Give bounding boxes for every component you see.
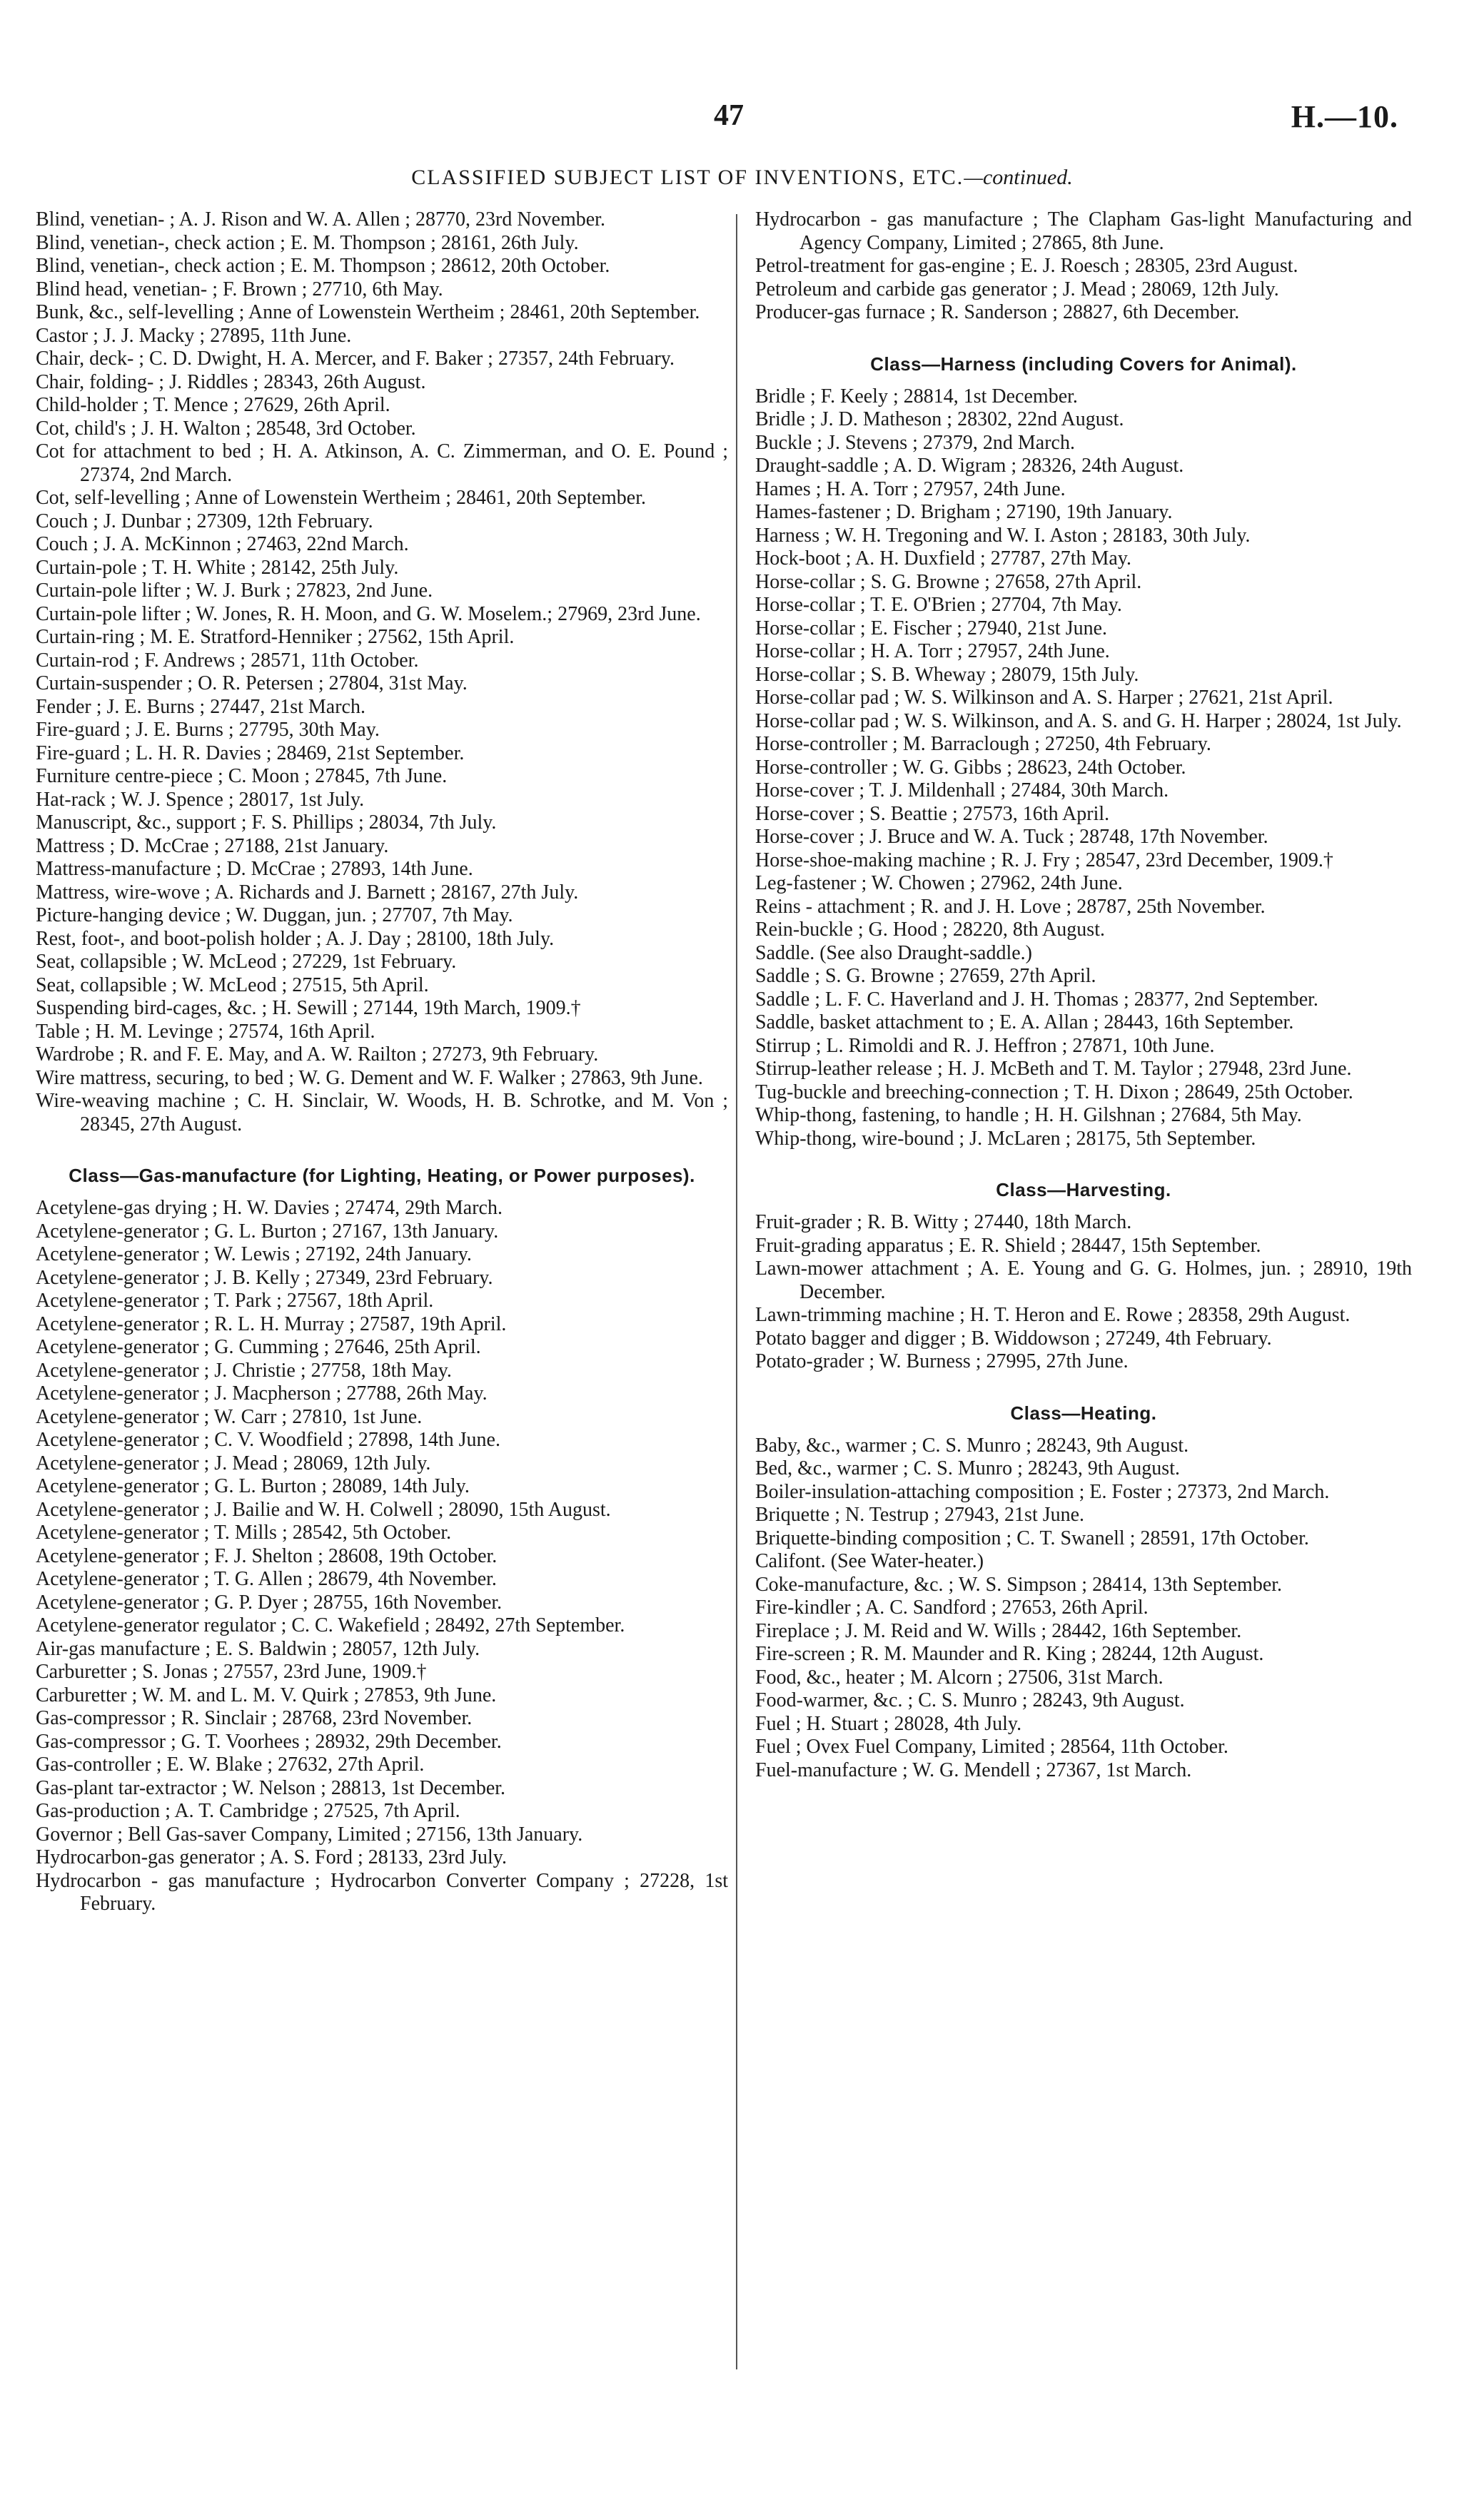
list-entry: Curtain-pole lifter ; W. Jones, R. H. Moon, and G. W. Moselem.; 27969, 23rd June. <box>36 602 701 625</box>
list-entry: Horse-collar ; S. B. Wheway ; 28079, 15th July. <box>755 663 1139 686</box>
list-entry: Potato bagger and digger ; B. Widdowson ; 27249, 4th February. <box>755 1327 1272 1350</box>
list-entry: Picture-hanging device ; W. Duggan, jun. ; 27707, 7th May. <box>36 904 513 926</box>
list-entry: Fruit-grader ; R. B. Witty ; 27440, 18th March. <box>755 1211 1132 1233</box>
document-code: H.—10. <box>1291 99 1398 134</box>
gas-entries <box>36 1197 728 1916</box>
list-entry: Horse-cover ; J. Bruce and W. A. Tuck ; 28748, 17th November. <box>755 826 1268 848</box>
list-entry: Buckle ; J. Stevens ; 27379, 2nd March. <box>755 431 1075 454</box>
list-entry: Wardrobe ; R. and F. E. May, and A. W. Railton ; 27273, 9th February. <box>36 1043 599 1066</box>
list-entry: Hames ; H. A. Torr ; 27957, 24th June. <box>755 477 1066 500</box>
list-entry: Stirrup-leather release ; H. J. McBeth and T. M. Taylor ; 27948, 23rd June. <box>755 1058 1352 1080</box>
list-entry: Seat, collapsible ; W. McLeod ; 27515, 5th April. <box>36 973 429 996</box>
list-entry: Governor ; Bell Gas-saver Company, Limited ; 27156, 13th January. <box>36 1823 583 1846</box>
list-entry: Acetylene-generator ; J. Macpherson ; 27788, 26th May. <box>36 1382 488 1405</box>
list-entry: Boiler-insulation-attaching composition ; E. Foster ; 27373, 2nd March. <box>755 1480 1330 1503</box>
list-entry: Horse-cover ; T. J. Mildenhall ; 27484, 30th March. <box>755 779 1169 801</box>
list-entry: Acetylene-generator ; G. P. Dyer ; 28755, 16th November. <box>36 1591 503 1614</box>
list-entry: Whip-thong, fastening, to handle ; H. H. Gilshnan ; 27684, 5th May. <box>755 1104 1302 1126</box>
list-entry: Producer-gas furnace ; R. Sanderson ; 28827, 6th December. <box>755 301 1240 323</box>
list-entry: Acetylene-generator ; W. Carr ; 27810, 1st June. <box>36 1405 423 1428</box>
list-entry: Hydrocarbon - gas manufacture ; Hydrocarbon Converter Company ; 27228, 1st February. <box>36 1869 728 1915</box>
running-title-suffix: —continued. <box>964 166 1073 189</box>
list-entry: Curtain-ring ; M. E. Stratford-Henniker ; 27562, 15th April. <box>36 626 515 648</box>
list-entry: Acetylene-generator ; J. B. Kelly ; 27349, 23rd February. <box>36 1266 493 1289</box>
list-entry: Gas-controller ; E. W. Blake ; 27632, 27th April. <box>36 1754 425 1776</box>
heating-entries <box>755 1434 1412 1783</box>
list-entry: Fuel-manufacture ; W. G. Mendell ; 27367, 1st March. <box>755 1759 1192 1781</box>
list-entry: Curtain-suspender ; O. R. Petersen ; 27804, 31st May. <box>36 672 468 694</box>
list-entry: Seat, collapsible ; W. McLeod ; 27229, 1st February. <box>36 951 457 973</box>
list-entry: Curtain-pole lifter ; W. J. Burk ; 27823, 2nd June. <box>36 580 433 602</box>
list-entry: Draught-saddle ; A. D. Wigram ; 28326, 24th August. <box>755 455 1184 477</box>
right-top-entries <box>755 208 1412 325</box>
list-entry: Acetylene-generator ; G. L. Burton ; 27167, 13th January. <box>36 1220 499 1243</box>
list-entry: Acetylene-generator ; W. Lewis ; 27192, 24th January. <box>36 1243 472 1265</box>
list-entry: Acetylene-generator ; C. V. Woodfield ; 27898, 14th June. <box>36 1429 500 1451</box>
list-entry: Acetylene-generator ; J. Christie ; 27758, 18th May. <box>36 1359 452 1382</box>
list-entry: Lawn-mower attachment ; A. E. Young and G. G. Holmes, jun. ; 28910, 19th December. <box>755 1258 1412 1303</box>
list-entry: Briquette-binding composition ; C. T. Swanell ; 28591, 17th October. <box>755 1527 1309 1549</box>
list-entry: Carburetter ; W. M. and L. M. V. Quirk ; 27853, 9th June. <box>36 1684 497 1706</box>
list-entry: Saddle. (See also Draught-saddle.) <box>755 941 1032 964</box>
list-entry: Fruit-grading apparatus ; E. R. Shield ; 28447, 15th September. <box>755 1234 1261 1257</box>
list-entry: Acetylene-generator ; T. G. Allen ; 28679, 4th November. <box>36 1568 497 1590</box>
list-entry: Gas-plant tar-extractor ; W. Nelson ; 28813, 1st December. <box>36 1776 506 1799</box>
list-entry: Lawn-trimming machine ; H. T. Heron and E. Rowe ; 28358, 29th August. <box>755 1304 1351 1326</box>
list-entry: Bridle ; J. D. Matheson ; 28302, 22nd August. <box>755 408 1124 430</box>
running-title-text: CLASSIFIED SUBJECT LIST OF INVENTIONS, ETC. <box>411 166 964 189</box>
list-entry: Saddle, basket attachment to ; E. A. Allan ; 28443, 16th September. <box>755 1011 1294 1033</box>
list-entry: Fire-screen ; R. M. Maunder and R. King ; 28244, 12th August. <box>755 1643 1264 1665</box>
list-entry: Petrol-treatment for gas-engine ; E. J. Roesch ; 28305, 23rd August. <box>755 255 1298 277</box>
list-entry: Fender ; J. E. Burns ; 27447, 21st March. <box>36 695 365 718</box>
list-entry: Food-warmer, &c. ; C. S. Munro ; 28243, 9th August. <box>755 1689 1185 1711</box>
list-entry: Whip-thong, wire-bound ; J. McLaren ; 28175, 5th September. <box>755 1127 1256 1150</box>
list-entry: Leg-fastener ; W. Chowen ; 27962, 24th June. <box>755 872 1123 894</box>
list-entry: Hames-fastener ; D. Brigham ; 27190, 19th January. <box>755 501 1173 523</box>
harness-entries <box>755 385 1412 1151</box>
right-column <box>755 208 1412 1782</box>
list-entry: Blind, venetian-, check action ; E. M. Thompson ; 28161, 26th July. <box>36 231 579 254</box>
list-entry: Acetylene-generator regulator ; C. C. Wakefield ; 28492, 27th September. <box>36 1614 625 1636</box>
list-entry: Bridle ; F. Keely ; 28814, 1st December. <box>755 385 1078 408</box>
section-heading-heating: Class—Heating. <box>1010 1402 1157 1424</box>
list-entry: Suspending bird-cages, &c. ; H. Sewill ; 27144, 19th March, 1909.† <box>36 997 581 1019</box>
list-entry: Acetylene-generator ; G. L. Burton ; 28089, 14th July. <box>36 1475 470 1497</box>
list-entry: Acetylene-generator ; T. Mills ; 28542, 5th October. <box>36 1522 452 1544</box>
list-entry: Food, &c., heater ; M. Alcorn ; 27506, 31st March. <box>755 1666 1164 1689</box>
list-entry: Acetylene-generator ; T. Park ; 27567, 18th April. <box>36 1290 434 1312</box>
list-entry: Cot, child's ; J. H. Walton ; 28548, 3rd October. <box>36 417 416 440</box>
list-entry: Baby, &c., warmer ; C. S. Munro ; 28243, 9th August. <box>755 1434 1189 1457</box>
list-entry: Tug-buckle and breeching-connection ; T. H. Dixon ; 28649, 25th October. <box>755 1081 1353 1103</box>
list-entry: Cot, self-levelling ; Anne of Lowenstein Wertheim ; 28461, 20th September. <box>36 487 646 509</box>
list-entry: Wire-weaving machine ; C. H. Sinclair, W. Woods, H. B. Schrotke, and M. Von ; 28345, 27th August. <box>36 1090 728 1135</box>
list-entry: Blind, venetian- ; A. J. Rison and W. A. Allen ; 28770, 23rd November. <box>36 208 605 231</box>
list-entry: Air-gas manufacture ; E. S. Baldwin ; 28057, 12th July. <box>36 1637 480 1660</box>
list-entry: Hat-rack ; W. J. Spence ; 28017, 1st July. <box>36 788 365 811</box>
list-entry: Horse-controller ; W. G. Gibbs ; 28623, 24th October. <box>755 756 1186 779</box>
list-entry: Carburetter ; S. Jonas ; 27557, 23rd June, 1909.† <box>36 1661 427 1683</box>
list-entry: Briquette ; N. Testrup ; 27943, 21st June. <box>755 1504 1085 1526</box>
list-entry: Mattress-manufacture ; D. McCrae ; 27893, 14th June. <box>36 858 473 880</box>
list-entry: Mattress ; D. McCrae ; 27188, 21st January. <box>36 834 389 857</box>
list-entry: Acetylene-generator ; G. Cumming ; 27646, 25th April. <box>36 1336 481 1358</box>
list-entry: Fire-guard ; L. H. R. Davies ; 28469, 21st September. <box>36 742 465 764</box>
list-entry: Hock-boot ; A. H. Duxfield ; 27787, 27th May. <box>755 547 1132 570</box>
list-entry: Castor ; J. J. Macky ; 27895, 11th June. <box>36 324 352 347</box>
list-entry: Mattress, wire-wove ; A. Richards and J. Barnett ; 28167, 27th July. <box>36 881 579 904</box>
list-entry: Horse-controller ; M. Barraclough ; 27250, 4th February. <box>755 733 1211 755</box>
list-entry: Horse-shoe-making machine ; R. J. Fry ; 28547, 23rd December, 1909.† <box>755 849 1333 871</box>
list-entry: Gas-compressor ; R. Sinclair ; 28768, 23rd November. <box>36 1707 473 1729</box>
list-entry: Gas-compressor ; G. T. Voorhees ; 28932, 29th December. <box>36 1730 502 1753</box>
list-entry: Horse-cover ; S. Beattie ; 27573, 16th April. <box>755 802 1110 825</box>
list-entry: Rest, foot-, and boot-polish holder ; A. J. Day ; 28100, 18th July. <box>36 927 555 950</box>
list-entry: Horse-collar pad ; W. S. Wilkinson, and A. S. and G. H. Harper ; 28024, 1st July. <box>755 709 1402 732</box>
list-entry: Curtain-pole ; T. H. White ; 28142, 25th July. <box>36 556 399 579</box>
section-heading-harvesting: Class—Harvesting. <box>996 1179 1171 1200</box>
list-entry: Horse-collar pad ; W. S. Wilkinson and A. S. Harper ; 27621, 21st April. <box>755 687 1333 709</box>
list-entry: Acetylene-gas drying ; H. W. Davies ; 27474, 29th March. <box>36 1197 503 1219</box>
list-entry: Horse-collar ; T. E. O'Brien ; 27704, 7th May. <box>755 594 1122 616</box>
list-entry: Fireplace ; J. M. Reid and W. Wills ; 28442, 16th September. <box>755 1619 1242 1642</box>
list-entry: Bunk, &c., self-levelling ; Anne of Lowenstein Wertheim ; 28461, 20th September. <box>36 301 700 323</box>
page-number: 47 <box>714 99 744 132</box>
list-entry: Rein-buckle ; G. Hood ; 28220, 8th August. <box>755 919 1105 941</box>
list-entry: Harness ; W. H. Tregoning and W. I. Aston ; 28183, 30th July. <box>755 524 1251 547</box>
list-entry: Fire-guard ; J. E. Burns ; 27795, 30th May. <box>36 719 380 741</box>
list-entry: Califont. (See Water-heater.) <box>755 1550 984 1572</box>
list-entry: Petroleum and carbide gas generator ; J. Mead ; 28069, 12th July. <box>755 278 1279 300</box>
left-column <box>36 208 728 1916</box>
list-entry: Fuel ; Ovex Fuel Company, Limited ; 28564, 11th October. <box>755 1736 1228 1758</box>
running-title <box>0 166 1484 190</box>
list-entry: Acetylene-generator ; F. J. Shelton ; 28608, 19th October. <box>36 1544 498 1567</box>
list-entry: Cot for attachment to bed ; H. A. Atkinson, A. C. Zimmerman, and O. E. Pound ; 27374, 2nd March. <box>36 440 728 486</box>
list-entry: Bed, &c., warmer ; C. S. Munro ; 28243, 9th August. <box>755 1457 1180 1479</box>
list-entry: Blind head, venetian- ; F. Brown ; 27710, 6th May. <box>36 278 443 300</box>
list-entry: Hydrocarbon-gas generator ; A. S. Ford ; 28133, 23rd July. <box>36 1846 507 1868</box>
list-entry: Wire mattress, securing, to bed ; W. G. Dement and W. F. Walker ; 27863, 9th June. <box>36 1066 703 1089</box>
list-entry: Gas-production ; A. T. Cambridge ; 27525, 7th April. <box>36 1800 460 1822</box>
list-entry: Stirrup ; L. Rimoldi and R. J. Heffron ; 27871, 10th June. <box>755 1034 1215 1057</box>
list-entry: Horse-collar ; H. A. Torr ; 27957, 24th June. <box>755 640 1110 662</box>
list-entry: Furniture centre-piece ; C. Moon ; 27845, 7th June. <box>36 765 448 787</box>
list-entry: Potato-grader ; W. Burness ; 27995, 27th June. <box>755 1350 1129 1372</box>
list-entry: Table ; H. M. Levinge ; 27574, 16th April. <box>36 1020 375 1043</box>
list-entry: Acetylene-generator ; R. L. H. Murray ; 27587, 19th April. <box>36 1312 507 1335</box>
list-entry: Couch ; J. Dunbar ; 27309, 12th February. <box>36 510 373 532</box>
list-entry: Fire-kindler ; A. C. Sandford ; 27653, 26th April. <box>755 1596 1149 1619</box>
list-entry: Horse-collar ; S. G. Browne ; 27658, 27th April. <box>755 570 1142 593</box>
list-entry: Horse-collar ; E. Fischer ; 27940, 21st June. <box>755 617 1108 639</box>
list-entry: Coke-manufacture, &c. ; W. S. Simpson ; 28414, 13th September. <box>755 1573 1283 1596</box>
list-entry: Hydrocarbon - gas manufacture ; The Clapham Gas-light Manufacturing and Agency Company, Limited ; 27865, 8th June. <box>755 208 1412 254</box>
list-entry: Acetylene-generator ; J. Mead ; 28069, 12th July. <box>36 1452 431 1474</box>
list-entry: Curtain-rod ; F. Andrews ; 28571, 11th October. <box>36 649 419 672</box>
section-heading-gas: Class—Gas-manufacture (for Lighting, Heating, or Power purposes). <box>69 1165 695 1186</box>
list-entry: Couch ; J. A. McKinnon ; 27463, 22nd March. <box>36 533 409 555</box>
list-entry: Saddle ; L. F. C. Haverland and J. H. Thomas ; 28377, 2nd September. <box>755 988 1318 1011</box>
harvesting-entries <box>755 1211 1412 1374</box>
column-divider <box>736 214 737 2369</box>
list-entry: Blind, venetian-, check action ; E. M. Thompson ; 28612, 20th October. <box>36 255 610 277</box>
list-entry: Manuscript, &c., support ; F. S. Phillips ; 28034, 7th July. <box>36 811 497 834</box>
list-entry: Reins - attachment ; R. and J. H. Love ; 28787, 25th November. <box>755 895 1266 918</box>
list-entry: Chair, deck- ; C. D. Dwight, H. A. Mercer, and F. Baker ; 27357, 24th February. <box>36 348 675 370</box>
list-entry: Saddle ; S. G. Browne ; 27659, 27th April. <box>755 965 1096 987</box>
list-entry: Chair, folding- ; J. Riddles ; 28343, 26th August. <box>36 370 426 393</box>
list-entry: Child-holder ; T. Mence ; 27629, 26th April. <box>36 394 390 416</box>
left-top-entries <box>36 208 728 1136</box>
list-entry: Acetylene-generator ; J. Bailie and W. H. Colwell ; 28090, 15th August. <box>36 1498 611 1521</box>
list-entry: Fuel ; H. Stuart ; 28028, 4th July. <box>755 1712 1022 1735</box>
section-heading-harness: Class—Harness (including Covers for Animal). <box>870 353 1297 375</box>
